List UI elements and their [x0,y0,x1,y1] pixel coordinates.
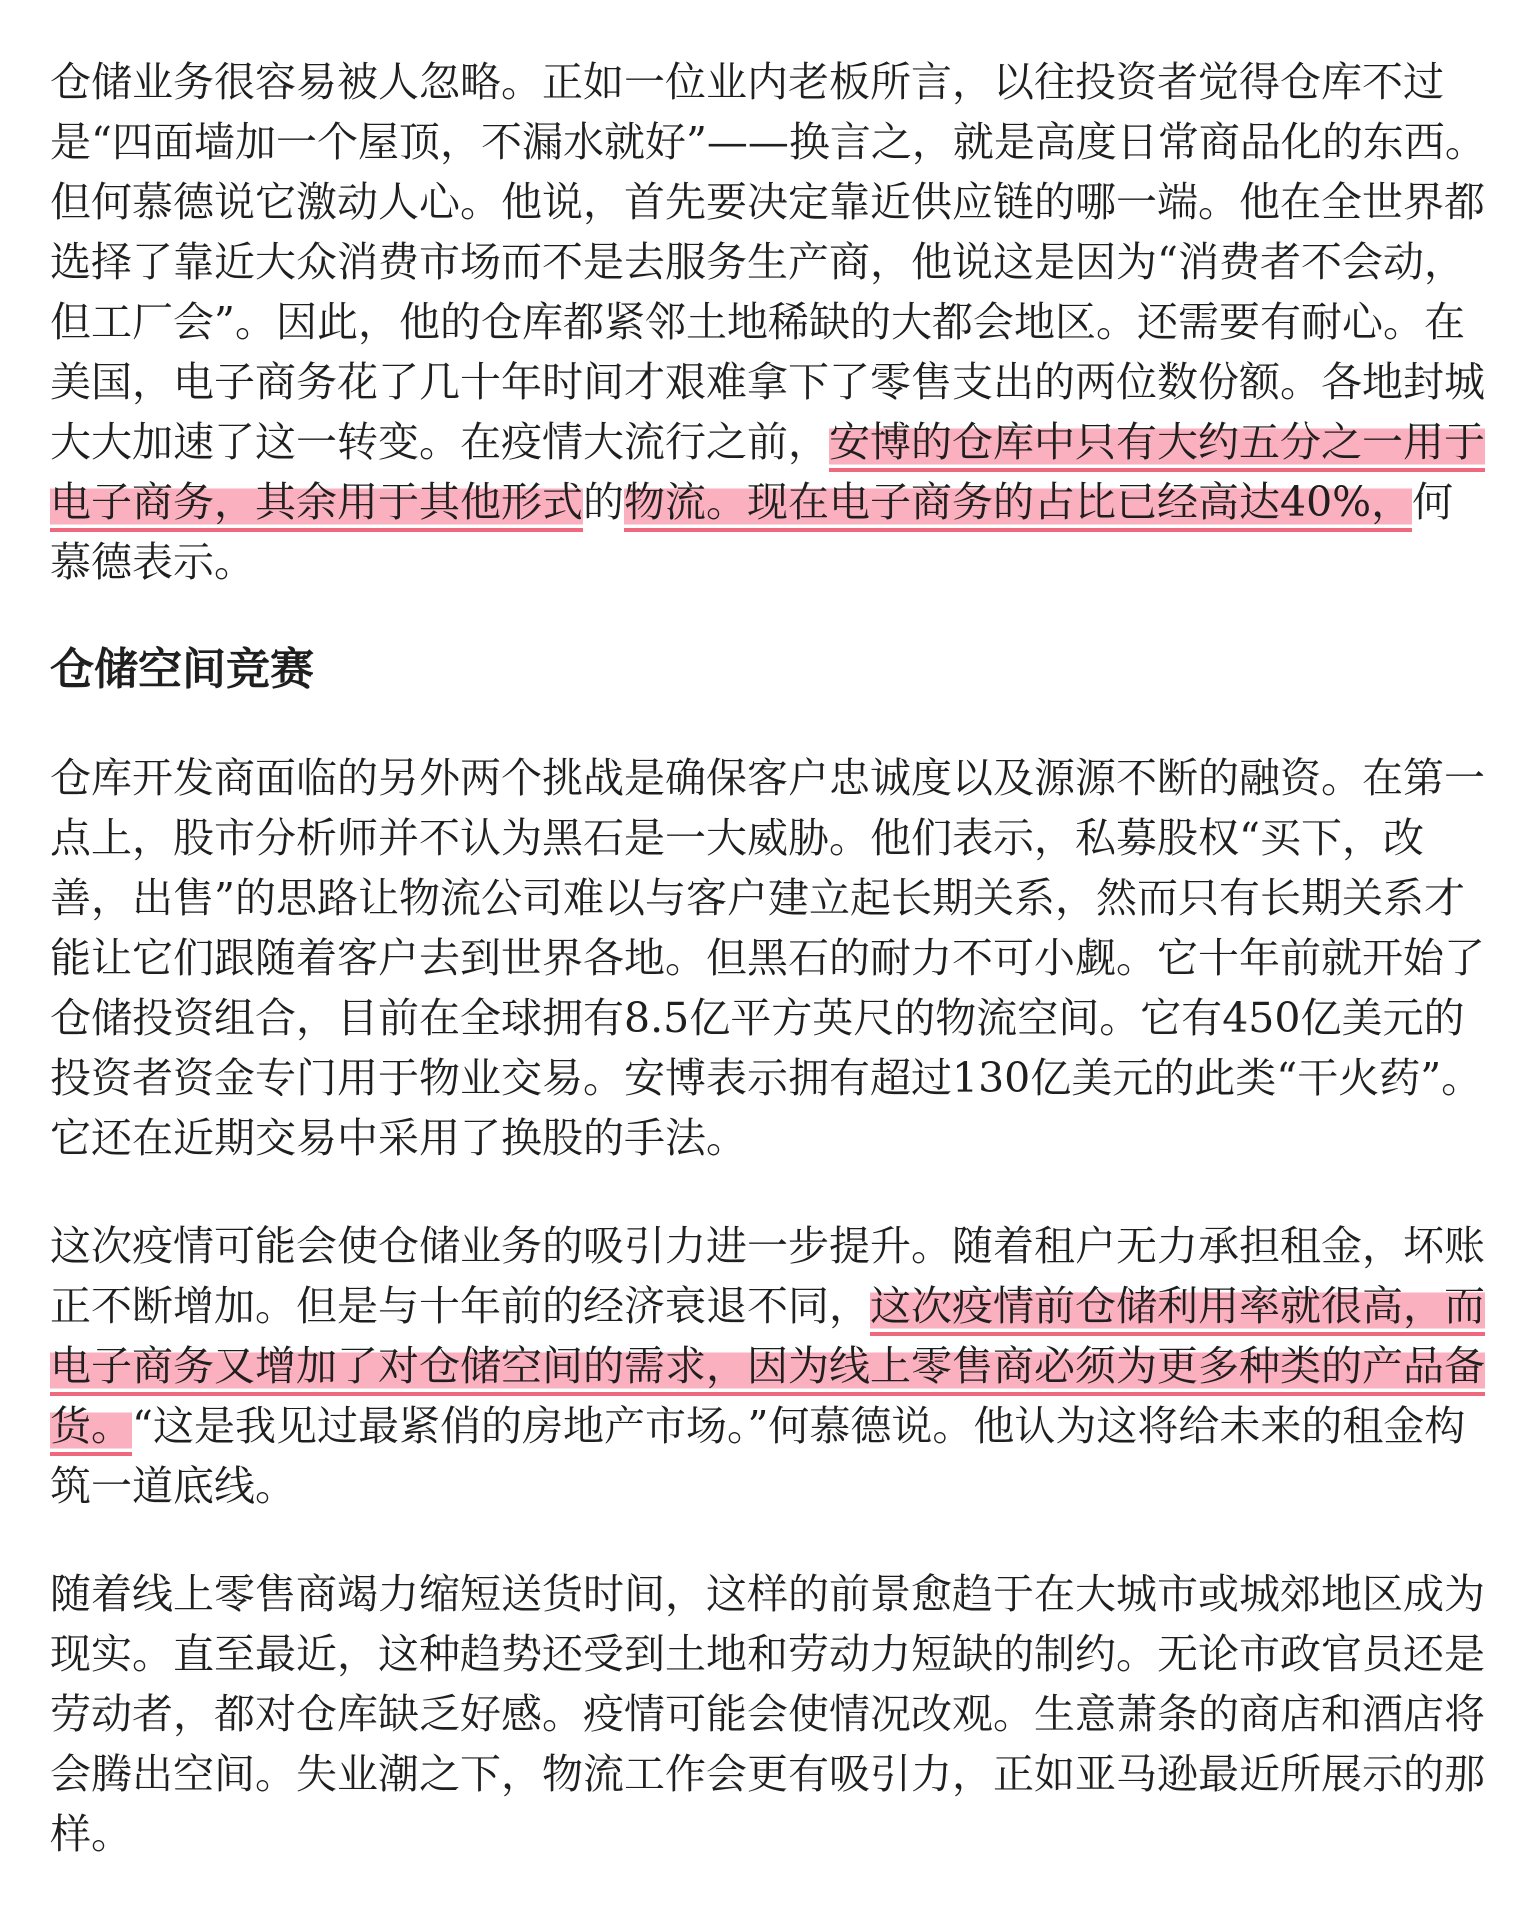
paragraph-3 [50,1216,1490,1516]
paragraph-4: 随着线上零售商竭力缩短送货时间，这样的前景愈趋于在大城市或城郊地区成为现实。直至最近，这种趋势还受到土地和劳动力短缺的制约。无论市政官员还是劳动者，都对仓库缺乏好感。疫情可能会使情况改观。生意萧条的商店和酒店将会腾出空间。失业潮之下，物流工作会更有吸引力，正如亚马逊最近所展示的那样。 [50,1570,1485,1858]
paragraph-3-text-end: “这是我见过最紧俏的房地产市场。”何慕德说。他认为这将给未来的租金构筑一道底线。 [50,1402,1466,1510]
paragraph-1-text: 仓储业务很容易被人忽略。正如一位业内老板所言，以往投资者觉得仓库不过是“四面墙加一个屋顶，不漏水就好”——换言之，就是高度日常商品化的东西。但何慕德说它激动人心。他说，首先要决定靠近供应链的哪一端。他在全世界都选择了靠近大众消费市场而不是去服务生产商，他说这是因为“消费者不会动，但工厂会”。因此，他的仓库都紧邻土地稀缺的大都会地区。还需要有耐心。在美国，电子商务花了几十年时间才艰难拿下了零售支出的两位数份额。各地封城大大加速了这一转变。在疫情大流行之前， [50,58,1486,466]
paragraph-1 [50,52,1490,592]
article-body [50,52,1490,1912]
paragraph-2: 仓库开发商面临的另外两个挑战是确保客户忠诚度以及源源不断的融资。在第一点上，股市分析师并不认为黑石是一大威胁。他们表示，私募股权“买下，改善，出售”的思路让物流公司难以与客户建立起长期关系，然而只有长期关系才能让它们跟随着客户去到世界各地。但黑石的耐力不可小觑。它十年前就开始了仓储投资组合，目前在全球拥有8.5亿平方英尺的物流空间。它有450亿美元的投资者资金专门用于物业交易。安博表示拥有超过130亿美元的此类“干火药”。它还在近期交易中采用了换股的手法。 [50,754,1485,1162]
paragraph-3-text: 这次疫情可能会使仓储业务的吸引力进一步提升。随着租户无力承担租金，坏账正不断增加。但是与十年前的经济衰退不同， [50,1222,1485,1330]
highlighted-text-2: 物流。现在电子商务的占比已经高达40%， [624,478,1412,532]
section-heading: 仓储空间竞赛 [50,644,314,695]
paragraph-1-text-middle: 的 [583,478,624,526]
paragraph-1-text-end: 何慕德表示。 [50,478,1454,586]
highlighted-text-3: 这次疫情前仓储利用率就很高，而电子商务又增加了对仓储空间的需求，因为线上零售商必须为更多种类的产品备货。 [50,1282,1485,1456]
highlighted-text-1: 安博的仓库中只有大约五分之一用于电子商务，其余用于其他形式 [50,418,1485,532]
